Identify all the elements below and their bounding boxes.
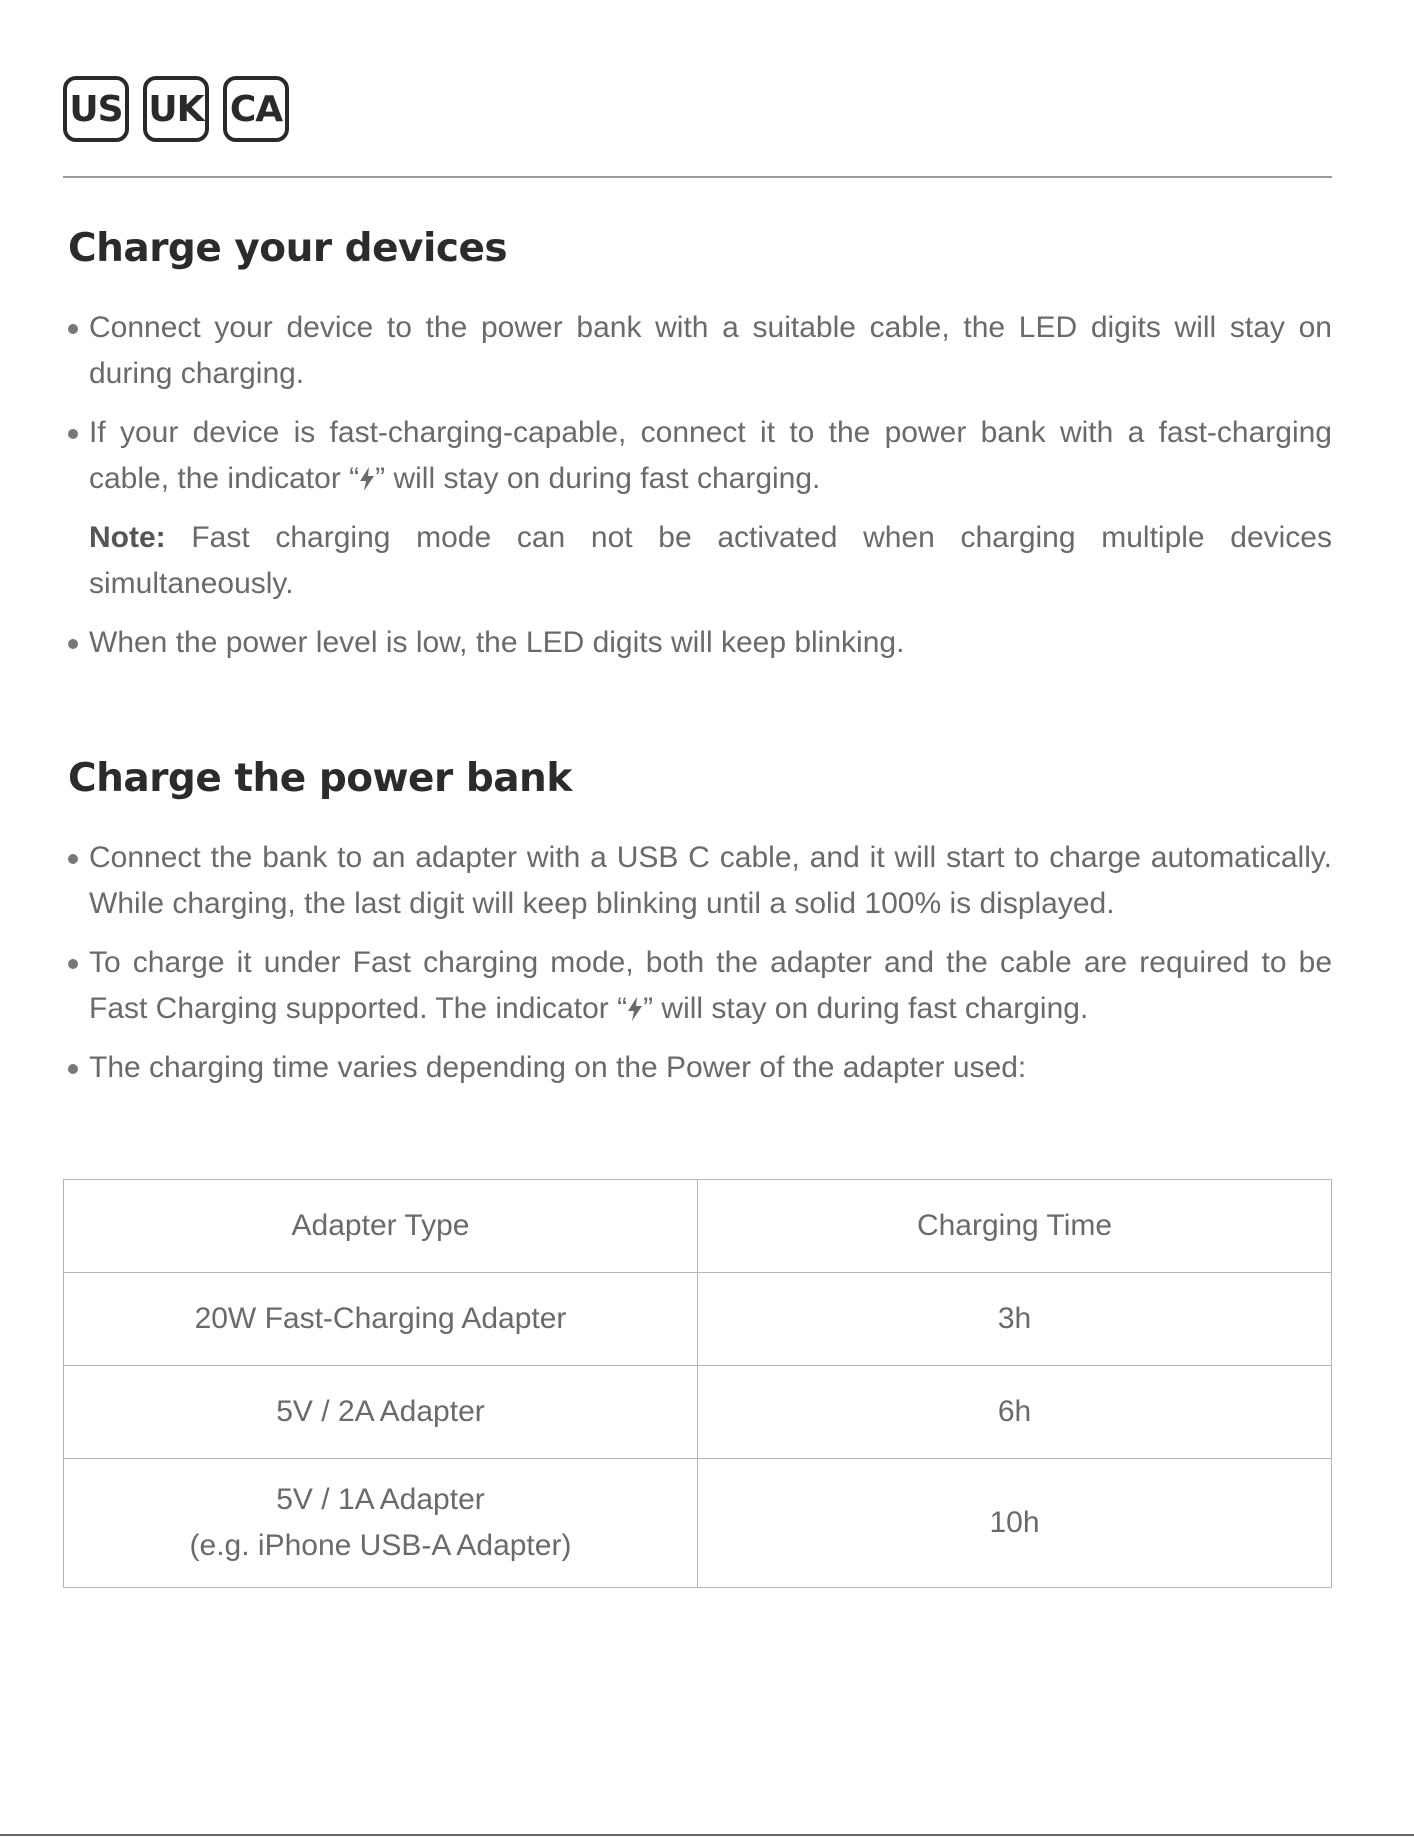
list-item [68, 940, 1332, 1032]
charging-time-cell: 3h [698, 1273, 1332, 1366]
list-item-text: Connect the bank to an adapter with a USB C cable, and it will start to charge automatically. While charging, the last digit will keep blinking until a solid 100% is displayed. [89, 841, 1332, 920]
list-item-text: When the power level is low, the LED digits will keep blinking. [89, 626, 905, 659]
lightning-bolt-icon [627, 997, 643, 1021]
list-item-text-tail: ” will stay on during fast charging. [643, 992, 1089, 1025]
list-item-text: The charging time varies depending on the Power of the adapter used: [89, 1051, 1027, 1084]
bullet-icon [68, 324, 78, 334]
note-label: Note: [89, 521, 166, 554]
charging-time-cell: 6h [698, 1366, 1332, 1459]
list-item [68, 1045, 1332, 1091]
bullet-icon [68, 1064, 78, 1074]
column-header-adapter-type: Adapter Type [64, 1180, 698, 1273]
charge-devices-list [68, 305, 1332, 679]
adapter-example: (e.g. iPhone USB-A Adapter) [189, 1529, 572, 1562]
list-item [68, 835, 1332, 927]
region-badge-ca: CA [223, 76, 289, 142]
bullet-icon [68, 639, 78, 649]
charge-power-bank-list [68, 835, 1332, 1104]
adapter-cell [64, 1459, 698, 1588]
bullet-icon [68, 959, 78, 969]
adapter-cell: 20W Fast-Charging Adapter [64, 1273, 698, 1366]
section-title-charge-power-bank: Charge the power bank [68, 756, 572, 801]
region-badge-us: US [63, 76, 129, 142]
bullet-icon [68, 854, 78, 864]
bullet-icon [68, 429, 78, 439]
note-text: Fast charging mode can not be activated when charging multiple devices simultaneously. [89, 521, 1332, 600]
region-badge-uk: UK [143, 76, 209, 142]
list-item [68, 305, 1332, 397]
table-row [64, 1273, 1332, 1366]
section-title-charge-devices: Charge your devices [68, 226, 508, 271]
lightning-bolt-icon [359, 467, 375, 491]
list-item-text: If your device is fast-charging-capable, connect it to the power bank with a fast-charging cable, the indicator “ [89, 416, 1332, 495]
column-header-charging-time: Charging Time [698, 1180, 1332, 1273]
charging-time-table [63, 1179, 1332, 1588]
table-header-row [64, 1180, 1332, 1273]
table-row [64, 1459, 1332, 1588]
region-badges [63, 76, 289, 142]
list-item [68, 620, 1332, 666]
table-row [64, 1366, 1332, 1459]
note-paragraph [68, 515, 1332, 607]
list-item-text: Connect your device to the power bank with a suitable cable, the LED digits will stay on during charging. [89, 311, 1332, 390]
adapter-name: 5V / 1A Adapter [276, 1483, 485, 1516]
list-item-text: To charge it under Fast charging mode, both the adapter and the cable are required to be Fast Charging supported. The indicator “ [89, 946, 1332, 1025]
charging-time-cell: 10h [698, 1459, 1332, 1588]
header-divider [63, 176, 1332, 178]
footer-divider [0, 1834, 1414, 1836]
list-item-text-tail: ” will stay on during fast charging. [375, 462, 821, 495]
list-item [68, 410, 1332, 502]
adapter-cell: 5V / 2A Adapter [64, 1366, 698, 1459]
